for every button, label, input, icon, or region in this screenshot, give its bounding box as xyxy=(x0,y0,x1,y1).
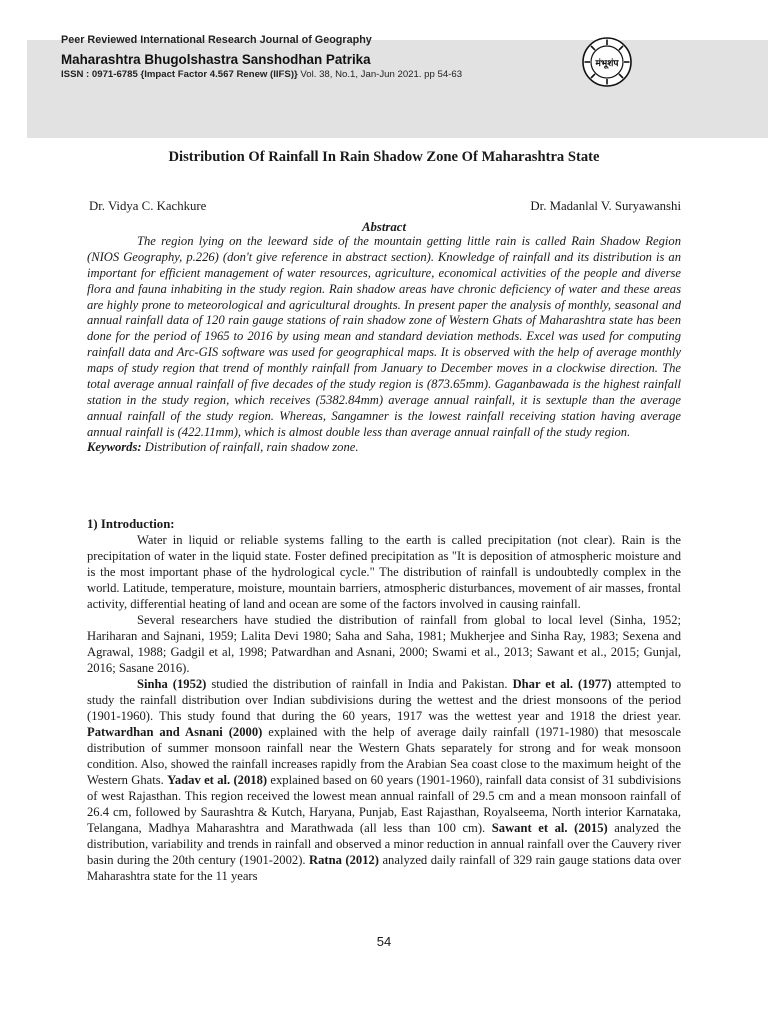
volume-info: Vol. 38, No.1, Jan-Jun 2021. pp 54-63 xyxy=(300,69,463,80)
intro-paragraph-1: Water in liquid or reliable systems falling to the earth is called precipitation (not clear). Rain is the precipitation of water in the liquid state. Foster defined precipitation as "It is deposition of atmospheric moisture and is the most important phase of the hydrological cycle." The distribution of rainfall is undoubtedly complex in the world. Latitude, temperature, moisture, mountain barriers, atmospheric disturbances, movement of air masses, frontal activity, differential heating of land and ocean are some of the factors involved in causing rainfall. xyxy=(87,533,681,612)
author-1: Dr. Vidya C. Kachkure xyxy=(89,199,207,213)
keywords xyxy=(87,440,681,456)
paragraph-text: studied the distribution of rainfall in India and Pakistan. xyxy=(206,677,513,692)
introduction-body xyxy=(87,532,681,884)
keywords-text: Distribution of rainfall, rain shadow zone. xyxy=(141,440,359,455)
paragraph-text: analyzed daily rainfall of 329 rain gauge stations data over Maharashtra state for the 11 years xyxy=(87,853,681,884)
abstract-block xyxy=(87,234,681,456)
section-heading-introduction: 1) Introduction: xyxy=(87,517,175,531)
seal-text: मंभूशंप xyxy=(595,59,619,69)
page-number: 54 xyxy=(376,934,392,949)
citation: Sawant et al. (2015) xyxy=(491,821,608,836)
impact-factor: {Impact Factor 4.567 Renew (IIFS)} xyxy=(140,69,298,80)
abstract-heading: Abstract xyxy=(361,220,407,234)
citation: Ratna (2012) xyxy=(309,853,379,868)
journal-issue-info xyxy=(61,69,462,80)
paragraph-text: analyzed the distribution, variability and trends in rainfall and observed a minor reduction in annual rainfall over the Cauvery river basin during the 20th century (1901-2002). xyxy=(87,821,682,868)
citation: Sinha (1952) xyxy=(137,677,207,692)
paragraph-text: attempted to study the rainfall distribution over Indian subdivisions during the wettest and the driest monsoons of the period (1901-1960). This study found that during the 60 years, 1917 was the wettest year and 1918 the driest year. xyxy=(87,677,681,724)
paragraph-text: explained with the help of average daily rainfall (1971-1980) that mesoscale distribution of summer monsoon rainfall near the Western Ghats separately for strong and for weak monsoon condition. Also, showed the rainfall increases rapidly from the Arabian Sea coast close to the maximum height of the Western Ghats. xyxy=(87,725,681,788)
citation: Dhar et al. (1977) xyxy=(512,677,612,692)
paper-title: Distribution Of Rainfall In Rain Shadow Zone Of Maharashtra State xyxy=(168,149,600,165)
paragraph-text: explained based on 60 years (1901-1960), rainfall data consist of 31 subdivisions of west Rajasthan. This region received the lowest mean annual rainfall of 29.5 cm and a mean monsoon rainfall of 26.4 cm, followed by Saurashtra & Kutch, Haryana, Punjab, East Rajasthan, Royalseema, North interior Karnataka, Telangana, Madhya Maharashtra and Marathwada (all less than 100 cm). xyxy=(87,773,681,836)
issn: ISSN : 0971-6785 xyxy=(61,69,138,80)
citation: Yadav et al. (2018) xyxy=(167,773,268,788)
intro-paragraph-2: Several researchers have studied the distribution of rainfall from global to local level (Sinha, 1952; Hariharan and Sajnani, 1959; Lalita Devi 1980; Saha and Saha, 1981; Mukherjee and Sinha Ray, 1983; Sexena and Agrawal, 1988; Gadgil et al, 1998; Patwardhan and Asnani, 2000; Swami et al., 2013; Sawant et al., 2015; Gunjal, 2016; Sasane 2016). xyxy=(87,613,681,676)
keywords-label: Keywords: xyxy=(87,440,142,455)
journal-tagline: Peer Reviewed International Research Journal of Geography xyxy=(61,34,372,46)
abstract-text: The region lying on the leeward side of the mountain getting little rain is called Rain Shadow Region (NIOS Geography, p.226) (don't give reference in abstract section). Knowledge of rainfall and its distribution is an important for efficient management of water resources, agriculture, economical activities of the people and diverse flora and fauna inhabiting in the study region. Rain shadow areas have chronic deficiency of water and these areas are highly prone to meteorological and agricultural droughts. In present paper the analysis of monthly, seasonal and annual rainfall data of 120 rain gauge stations of rain shadow zone of Western Ghats of Maharashtra state has been done for the period of 1965 to 2016 by using mean and standard deviation methods. Excel was used for computing rainfall data and Arc-GIS software was used for geographical maps. It is observed with the help of average monthly maps of study region that trend of monthly rainfall from January to December moves in a clockwise direction. The total average annual rainfall of five decades of the study region is (873.65mm). Gaganbawada is the highest rainfall station in the study region, which receives (5382.84mm) average annual rainfall, it is sextuple than the average annual rainfall of the study region. Whereas, Sangamner is the lowest rainfall receiving station having average annual rainfall is (422.11mm), which is almost double less than average annual rainfall of the study region. xyxy=(87,234,681,439)
intro-paragraph-3 xyxy=(87,676,681,884)
author-2: Dr. Madanlal V. Suryawanshi xyxy=(530,199,681,213)
journal-seal-logo xyxy=(582,37,632,87)
citation: Patwardhan and Asnani (2000) xyxy=(87,725,263,740)
journal-name: Maharashtra Bhugolshastra Sanshodhan Patrika xyxy=(61,52,371,67)
